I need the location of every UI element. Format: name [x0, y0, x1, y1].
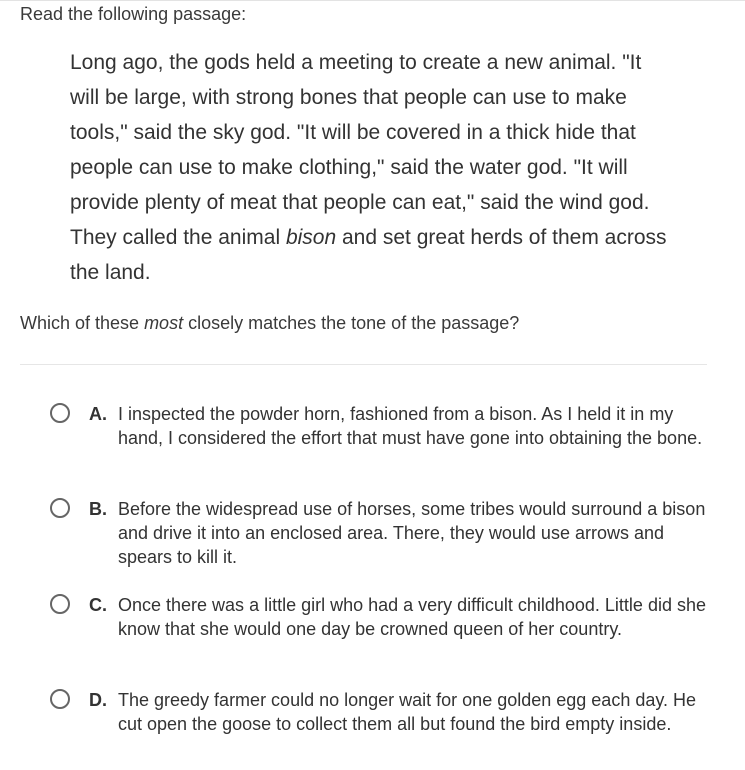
question-text-end: closely matches the tone of the passage?	[183, 313, 520, 333]
question-prompt	[20, 311, 519, 335]
passage-paragraph	[70, 45, 670, 290]
top-divider	[0, 0, 745, 1]
question-text-start: Which of these	[20, 313, 145, 333]
radio-button-c[interactable]	[50, 594, 70, 614]
reading-passage	[70, 45, 670, 290]
option-letter-a: A.	[89, 404, 107, 424]
passage-text-end: and set great herds of them across the land.	[70, 226, 667, 284]
radio-button-a[interactable]	[50, 403, 70, 423]
radio-button-b[interactable]	[50, 498, 70, 518]
question-divider	[20, 364, 707, 365]
option-text-d[interactable]: The greedy farmer could no longer wait for one golden egg each day. He cut open the goose to collect them all but found the bird empty inside.	[118, 690, 697, 734]
option-letter-b: B.	[89, 499, 107, 519]
option-text-a[interactable]: I inspected the powder horn, fashioned from a bison. As I held it in my hand, I considered the effort that must have gone into obtaining the bone.	[118, 404, 703, 448]
option-text-b[interactable]: Before the widespread use of horses, some tribes would surround a bison and drive it into an enclosed area. There, they would use arrows and spears to kill it.	[118, 499, 706, 567]
option-letter-c: C.	[89, 595, 107, 615]
instruction-text: Read the following passage:	[20, 4, 247, 24]
question-italic-word: most	[144, 313, 184, 333]
passage-text-start: Long ago, the gods held a meeting to create a new animal. "It will be large, with strong bones that people can use to make tools," said the sky god. "It will be covered in a thick hide that people can use to make clothing," said the water god. "It will provide plenty of meat that people can eat," said the wind god. They called the animal	[70, 51, 650, 249]
passage-italic-word: bison	[285, 226, 337, 249]
option-letter-d: D.	[89, 690, 107, 710]
option-text-c[interactable]: Once there was a little girl who had a very difficult childhood. Little did she know that she would one day be crowned queen of her country.	[118, 595, 706, 639]
radio-button-d[interactable]	[50, 689, 70, 709]
